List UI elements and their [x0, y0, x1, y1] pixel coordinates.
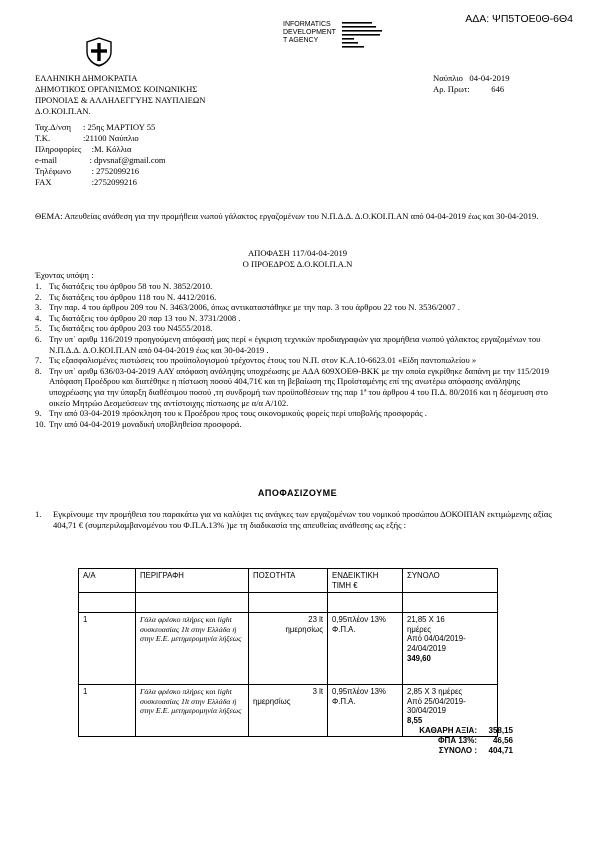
table-cell: [328, 593, 403, 613]
item-number: 8.: [35, 365, 42, 376]
agency-line: T AGENCY: [283, 37, 319, 45]
total-line: 21,85 Χ 16: [407, 615, 445, 625]
list-item: [35, 355, 560, 366]
header-line: ΕΛΛΗΝΙΚΗ ΔΗΜΟΚΡΑΤΙΑ: [35, 73, 138, 83]
total-row: [395, 746, 513, 756]
paragraph-text: Εγκρίνουμε την προμήθεια του παρακάτω για να καλύψει τις ανάγκες των εργαζομένων του νομικού προσώπου ΔΟΚΟΙΠΑΝ εκτιμώμενης αξίας 404,71 € (συμπεριλαμβανομένου του Φ.Π.Α.13% )με τη διαδικασία της απευθείας ανάθεσης ως εξής :: [53, 509, 552, 530]
contact-label: Πληροφορίες: [35, 144, 82, 154]
items-table: [78, 568, 498, 737]
list-item: [35, 281, 560, 292]
decision-heading: [0, 248, 595, 270]
item-text: Τις διατάξεις του άρθρου 58 του Ν. 3852/2010.: [49, 281, 213, 291]
row-aa: 1: [79, 613, 136, 685]
contact-row: [35, 166, 166, 177]
document-ref: [433, 73, 510, 95]
contact-row: [35, 122, 166, 133]
agency-fine-print-mark: [342, 22, 392, 56]
contact-value: :2752099216: [83, 177, 137, 187]
ada-code: ΑΔΑ: ΨΠ5ΤΟΕ0Θ-6Θ4: [465, 13, 573, 25]
item-number: 4.: [35, 312, 42, 323]
row-sum: 8,55: [407, 715, 423, 725]
decision-title: ΑΠΟΦΑΣΗ 117/04-04-2019: [247, 248, 348, 258]
contact-value: : 25ης ΜΑΡΤΙΟΥ 55: [83, 122, 156, 132]
contact-row: [35, 133, 166, 144]
total-line: Από 04/04/2019-: [407, 634, 466, 644]
decision-paragraph: [35, 509, 555, 531]
contact-label: e-mail: [35, 155, 57, 165]
considerations-list: [35, 281, 560, 429]
item-text: Τις διατάξεις του άρθρου 203 του Ν4555/2018.: [49, 323, 213, 334]
column-header: ΕΝΔΕΙΚΤΙΚΗ ΤΙΜΗ €: [328, 569, 403, 593]
price-value: 0,95πλέον 13%: [332, 687, 386, 697]
row-sum: 349,60: [407, 653, 431, 663]
total-label: ΣΥΝΟΛΟ :: [438, 746, 477, 755]
item-number: 3.: [35, 302, 42, 313]
row-price: [328, 613, 403, 685]
row-total: [403, 613, 498, 685]
contact-value: : dpvsnaf@gmail.com: [83, 155, 166, 165]
item-text: Τις εξασφαλισμένες πιστώσεις του προϋπολογισμού τρέχοντος έτους του Ν.Π. στον Κ.Α.10-6623.01 «Είδη παντοπωλείου »: [49, 355, 477, 366]
we-decide-heading: ΑΠΟΦΑΣΙΖΟΥΜΕ: [257, 488, 338, 498]
table-row: [79, 613, 498, 685]
agency-line: INFORMATICS: [283, 21, 331, 28]
row-price: [328, 685, 403, 737]
list-item: [35, 323, 560, 334]
item-text: Την από 04-04-2019 μοναδική υποβληθείσα προσφορά.: [49, 418, 242, 429]
quantity-period: ημερησίως: [253, 696, 291, 706]
quantity-value: 23 lt: [308, 615, 323, 625]
item-text: Τις διατάξεις του άρθρου 118 του Ν. 4412/2016.: [49, 291, 217, 302]
item-number: 1.: [35, 281, 42, 291]
price-vat: Φ.Π.Α.: [332, 624, 356, 634]
item-number: 6.: [35, 333, 42, 344]
column-header: ΣΥΝΟΛΟ: [403, 569, 498, 593]
list-item: [35, 292, 560, 303]
price-vat: Φ.Π.Α.: [332, 696, 356, 706]
contact-value: :Μ. Κόλλια: [83, 144, 132, 154]
column-header: ΠΕΡΙΓΡΑΦΗ: [136, 569, 249, 593]
table-cell: [403, 593, 498, 613]
paragraph-number: 1.: [35, 509, 42, 519]
total-label: ΦΠΑ 13%:: [437, 736, 477, 745]
contact-value: :21100 Ναύπλιο: [83, 133, 139, 143]
total-row: [395, 736, 513, 746]
list-item: [35, 408, 560, 419]
subject-line: ΘΕΜΑ: Απευθείας ανάθεση για την προμήθεια νωπού γάλακτος εργαζομένων του Ν.Π.Δ.Δ. Δ.Ο.ΚΟΙ.Π.ΑΝ από 04-04-2019 έως και 30-04-2019.: [35, 211, 539, 221]
header-line: ΠΡΟΝΟΙΑΣ & ΑΛΛΗΛΕΓΓΥΗΣ ΝΑΥΠΛΙΕΩΝ: [35, 95, 206, 105]
row-quantity: [249, 613, 328, 685]
total-value: 358,15: [488, 726, 513, 735]
row-aa: 1: [79, 685, 136, 737]
item-number: 2.: [35, 291, 42, 302]
item-number: 5.: [35, 323, 42, 334]
item-number: 7.: [35, 355, 42, 366]
list-item: [35, 313, 560, 324]
table-spacer-row: [79, 593, 498, 613]
list-item: [35, 366, 560, 408]
row-description: Γάλα φρέσκο πλήρες και light συσκευασίας 1lt στην Ελλάδα ή στην Ε.Ε. μετημερομηνία λήξεως: [136, 685, 249, 737]
greek-emblem-icon: [84, 37, 114, 67]
quantity-value: 3 lt: [312, 687, 323, 697]
total-line: ημέρες: [407, 624, 431, 634]
list-item: [35, 419, 560, 430]
contact-row: [35, 177, 166, 188]
contact-row: [35, 155, 166, 166]
contact-label: Ταχ.Δ/νση: [35, 122, 72, 132]
item-text: Την παρ. 4 του άρθρου 209 του Ν. 3463/2006, όπως αντικαταστάθηκε με την παρ. 3 του άρθρου 22 του Ν. 3536/2007 .: [49, 302, 460, 313]
total-line: 2,85 Χ 3 ημέρες: [407, 687, 463, 697]
total-line: 30/04/2019: [407, 706, 447, 716]
column-header: ΠΟΣΟΤΗΤΑ: [249, 569, 328, 593]
agency-line: DEVELOPMENT: [283, 29, 336, 37]
total-line: 24/04/2019: [407, 643, 447, 653]
contact-label: FAX: [35, 177, 52, 187]
quantity-period: ημερησίως: [285, 624, 323, 634]
row-description: Γάλα φρέσκο πλήρες και light συσκευασίας 1lt στην Ελλάδα ή στην Ε.Ε. μετημερομηνία λήξεως: [136, 613, 249, 685]
item-text: Τις διατάξεις του άρθρου 20 παρ 13 του Ν. 3731/2008 .: [49, 312, 241, 323]
list-item: [35, 302, 560, 313]
row-quantity: [249, 685, 328, 737]
price-value: 0,95πλέον 13%: [332, 615, 386, 625]
list-item: [35, 334, 560, 355]
column-header: Α/Α: [79, 569, 136, 593]
table-cell: [249, 593, 328, 613]
protocol-number: Αρ. Πρωτ: 646: [433, 84, 505, 94]
contact-label: Τ.Κ.: [35, 133, 51, 143]
table-cell: [79, 593, 136, 613]
agency-logo: [283, 21, 336, 46]
item-text: Την από 03-04-2019 πρόσκληση του κ Προέδρου προς τους οικονομικούς φορείς περί υποβολής προσφοράς .: [49, 408, 427, 419]
header-line: ΔΗΜΟΤΙΚΟΣ ΟΡΓΑΝΙΣΜΟΣ ΚΟΙΝΩΝΙΚΗΣ: [35, 84, 198, 94]
total-value: 404,71: [488, 746, 513, 755]
authority-header: [35, 73, 206, 117]
contact-value: : 2752099216: [83, 166, 140, 176]
total-label: ΚΑΘΑΡΗ ΑΞΙΑ:: [419, 726, 477, 735]
total-line: Από 25/04/2019-: [407, 696, 466, 706]
header-line: Δ.Ο.ΚΟΙ.Π.ΑΝ.: [35, 106, 91, 116]
contact-row: [35, 144, 166, 155]
contact-info: [35, 122, 166, 188]
item-number: 9.: [35, 408, 42, 419]
total-row: [395, 726, 513, 736]
contact-label: Τηλέφωνο: [35, 166, 71, 176]
decision-subtitle: Ο ΠΡΟΕΔΡΟΣ Δ.Ο.ΚΟΙ.Π.Α.Ν: [242, 259, 353, 269]
totals-block: [395, 726, 513, 756]
item-text: Την υπ΄ αριθμ 636/03-04-2019 ΑΑΥ απόφαση ανάληψης υποχρέωσης με ΑΔΑ 609ΧΟΕΘ-ΒΚΚ με την οποία εγκρίθηκε δαπάνη με την 115/2019 Απόφαση Προέδρου και διατέθηκε η πίστωση ποσού 404,71€ και τη βεβαίωση της Προϊσταμένης επί της ανωτέρω απόφασης ανάληψης υποχρέωσης για την ύπαρξη διαθέσιμου ποσού ,τη συνδρομή των προϋποθέσεων της παρ 1ª του άρθρου 4 του Π.Δ. 80/2016 και η δέσμευση στο οικείο Μητρώο Δεσμεύσεων της αντίστοιχης πίστωσης με α/α Α/102.: [49, 365, 550, 408]
total-value: 46,56: [492, 736, 513, 745]
place-date: Ναύπλιο 04-04-2019: [433, 73, 510, 83]
item-text: Την υπ΄ αριθμ 116/2019 προηγούμενη απόφασή μας περί « έγκριση τεχνικών προδιαγραφών για προμήθεια νωπού γάλακτος εργαζομένων του Ν.Π.Δ.Δ. Δ.Ο.ΚΟΙ.Π.ΑΝ από 04-04-2019 έως και 30-04-2019 .: [49, 333, 541, 355]
table-header-row: [79, 569, 498, 593]
table-cell: [136, 593, 249, 613]
item-number: 10.: [35, 418, 46, 429]
having-in-mind: Έχοντας υπόψη :: [35, 270, 94, 280]
